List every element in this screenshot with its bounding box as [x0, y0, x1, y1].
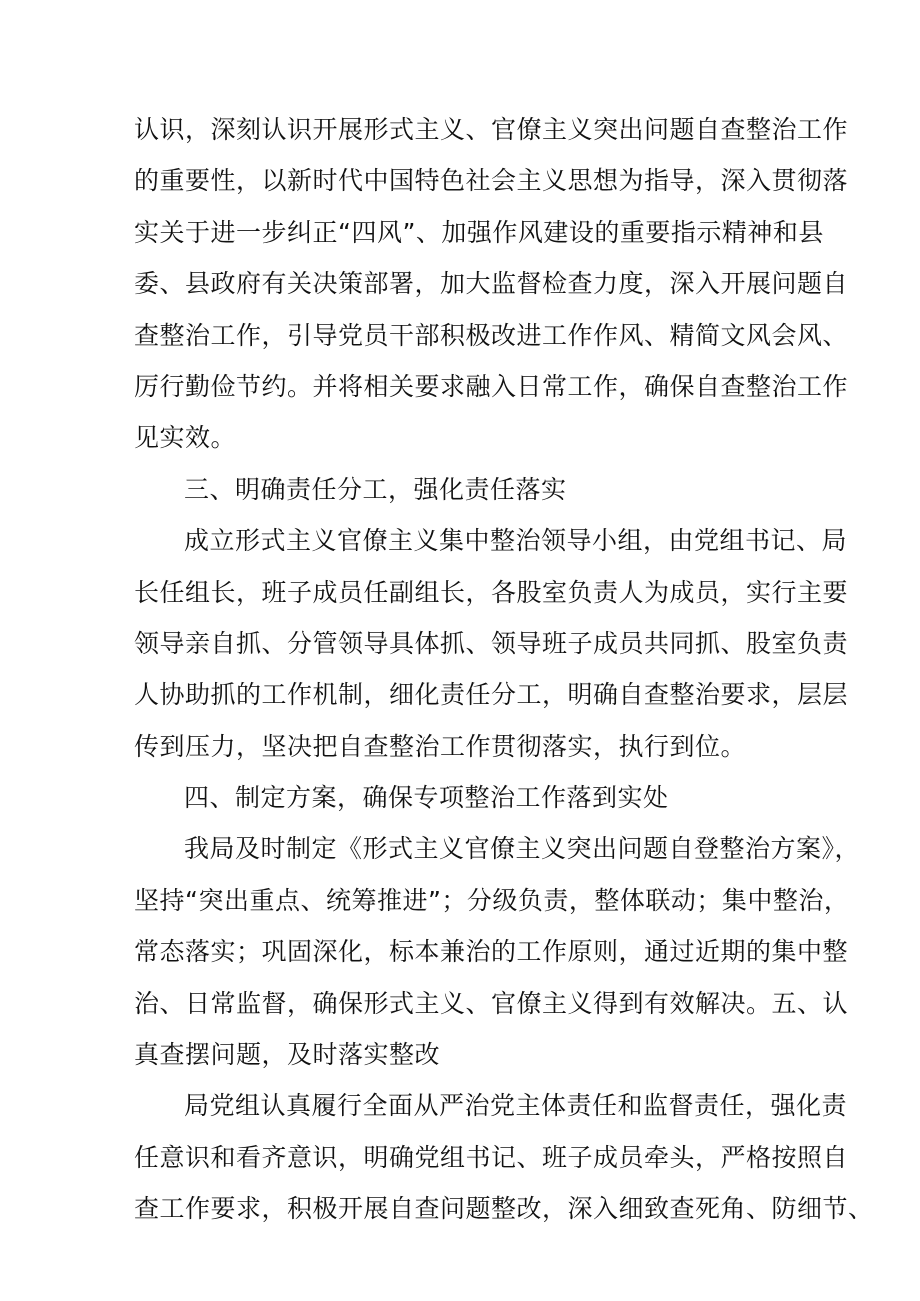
text-line: 真查摆问题，及时落实整改 [134, 1040, 441, 1070]
text-line: 委、县政府有关决策部署，加大监督检查力度，深入开展问题自 [134, 269, 849, 299]
text-line: 领导亲自抓、分管领导具体抓、领导班子成员共同抓、股室负责 [134, 628, 849, 658]
text-line: 实关于进一步纠正“四风”、加强作风建设的重要指示精神和县 [134, 217, 824, 247]
text-line: 局党组认真履行全面从严治党主体责任和监督责任，强化责 [184, 1091, 848, 1121]
text-line: 任意识和看齐意识，明确党组书记、班子成员牵头，严格按照自 [134, 1142, 849, 1172]
text-line: 治、日常监督，确保形式主义、官僚主义得到有效解决。五、认 [134, 988, 849, 1018]
text-line: 我局及时制定《形式主义官僚主义突出问题自登整治方案》， [184, 834, 861, 864]
text-line: 查工作要求，积极开展自查问题整改，深入细致查死角、防细节、 [134, 1194, 874, 1224]
text-line: 人协助抓的工作机制，细化责任分工，明确自查整治要求，层层 [134, 680, 849, 710]
text-line: 三、明确责任分工，强化责任落实 [184, 474, 567, 504]
text-line: 坚持“突出重点、统筹推进”；分级负责，整体联动；集中整治， [134, 885, 850, 915]
text-line: 常态落实；巩固深化，标本兼治的工作原则，通过近期的集中整 [134, 937, 849, 967]
text-line: 成立形式主义官僚主义集中整治领导小组，由党组书记、局 [184, 526, 848, 556]
text-line: 的重要性，以新时代中国特色社会主义思想为指导，深入贯彻落 [134, 166, 849, 196]
text-line: 长任组长，班子成员任副组长，各股室负责人为成员，实行主要 [134, 577, 849, 607]
text-line: 认识，深刻认识开展形式主义、官僚主义突出问题自查整治工作 [134, 115, 849, 144]
text-line: 四、制定方案，确保专项整治工作落到实处 [184, 783, 669, 813]
text-line: 厉行勤俭节约。并将相关要求融入日常工作，确保自查整治工作 [134, 371, 849, 401]
text-line: 查整治工作，引导党员干部积极改进工作作风、精简文风会风、 [134, 320, 849, 350]
document-body [134, 104, 874, 1235]
text-line: 见实效。 [134, 423, 237, 453]
text-line: 传到压力，坚决把自查整治工作贯彻落实，执行到位。 [134, 731, 747, 761]
